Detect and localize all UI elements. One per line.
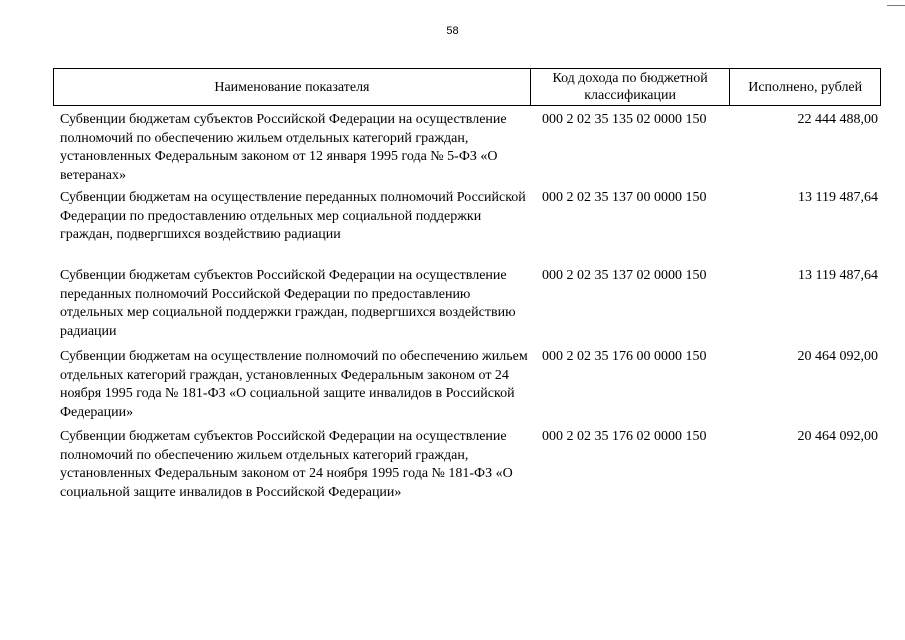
scan-edge-line	[887, 5, 905, 6]
row-name: Субвенции бюджетам субъектов Российской Федерации на осуществление полномочий по обеспечению жильем отдельных категорий граждан, установленных Федеральным законом от 24 ноября 1995 года № 181-ФЗ «О социальной защите инвалидов в Российской Федерации»	[60, 429, 513, 500]
row-name: Субвенции бюджетам на осуществление полномочий по обеспечению жильем отдельных категорий граждан, установленных Федеральным законом от 24 ноября 1995 года № 181-ФЗ «О социальной защите инвалидов в Российской Федерации»	[60, 349, 528, 420]
row-value: 20 464 092,00	[797, 429, 878, 444]
header-value: Исполнено, рублей	[748, 79, 863, 95]
table-row	[60, 267, 878, 348]
table-row	[60, 428, 878, 524]
row-code: 000 2 02 35 137 02 0000 150	[542, 268, 707, 283]
row-value: 20 464 092,00	[797, 349, 878, 364]
header-code: Код дохода по бюджетной классификации	[531, 69, 731, 105]
header-name: Наименование показателя	[54, 69, 531, 105]
page-number: 58	[446, 25, 459, 37]
row-code: 000 2 02 35 135 02 0000 150	[542, 112, 707, 127]
row-value: 13 119 487,64	[798, 268, 878, 283]
row-value: 13 119 487,64	[798, 190, 878, 205]
row-code: 000 2 02 35 176 00 0000 150	[542, 349, 707, 364]
row-value: 22 444 488,00	[797, 112, 878, 127]
table-row	[60, 111, 878, 189]
table-row	[60, 348, 878, 428]
table-body	[60, 111, 878, 524]
row-code: 000 2 02 35 137 00 0000 150	[542, 190, 707, 205]
table-row	[60, 189, 878, 267]
row-name: Субвенции бюджетам субъектов Российской Федерации на осуществление полномочий по обеспечению жильем отдельных категорий граждан, установленных Федеральным законом от 12 января 1995 года № 5-ФЗ «О ветеранах»	[60, 112, 507, 183]
row-name: Субвенции бюджетам субъектов Российской Федерации на осуществление переданных полномочий Российской Федерации по предоставлению отдельных мер социальной поддержки граждан, подвергшихся воздействию радиации	[60, 268, 516, 339]
table-header	[53, 68, 881, 106]
row-code: 000 2 02 35 176 02 0000 150	[542, 429, 707, 444]
row-name: Субвенции бюджетам на осуществление переданных полномочий Российской Федерации по предоставлению отдельных мер социальной поддержки граждан, подвергшихся воздействию радиации	[60, 190, 526, 242]
